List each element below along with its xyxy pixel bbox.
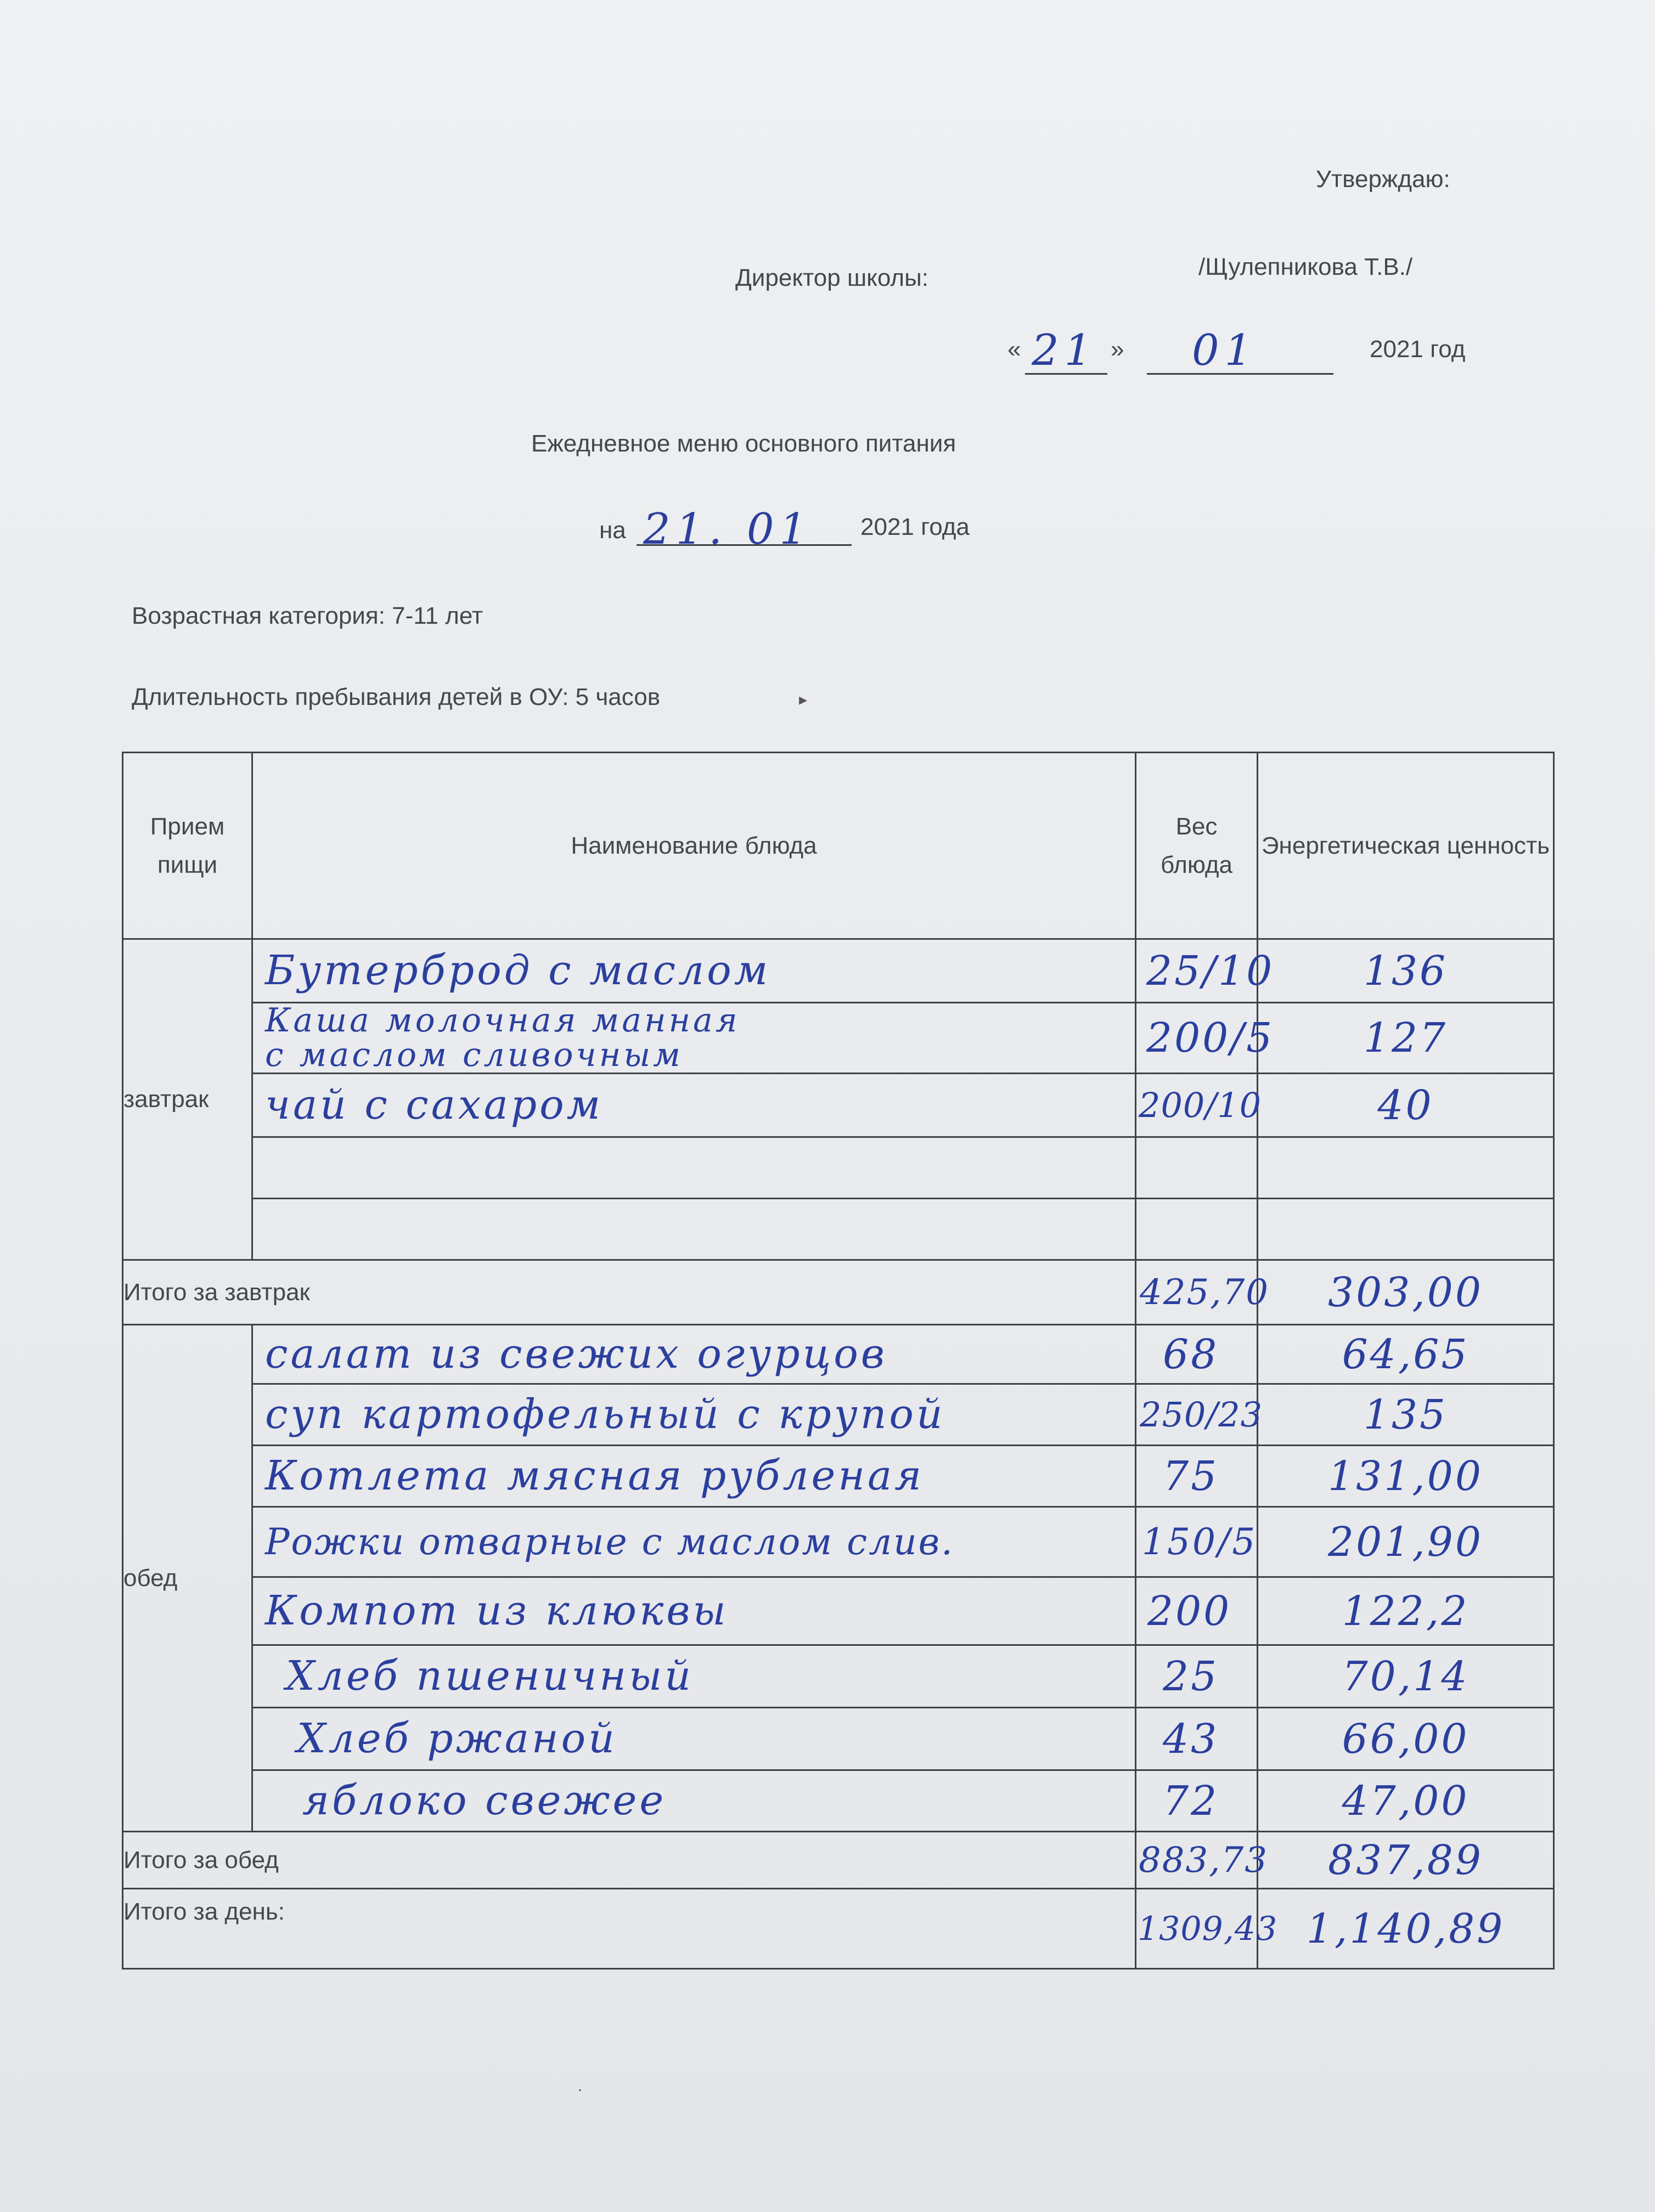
month-underline	[1147, 373, 1333, 375]
dish-cell: салат из свежих огурцов	[252, 1325, 1136, 1384]
energy-cell: 122,2	[1258, 1577, 1554, 1645]
weight-cell: 75	[1136, 1446, 1258, 1507]
header-weight: Вес блюда	[1136, 753, 1258, 939]
energy-cell: 66,00	[1258, 1708, 1554, 1770]
day-total-weight: 1309,43	[1136, 1889, 1258, 1969]
weight-cell: 200/5	[1136, 1003, 1258, 1074]
stray-mark: ▸	[799, 691, 808, 709]
energy-cell	[1258, 1199, 1554, 1260]
table-row	[123, 1708, 1554, 1770]
weight-cell: 68	[1136, 1325, 1258, 1384]
lunch-total-label: Итого за обед	[123, 1832, 1136, 1889]
weight-cell: 43	[1136, 1708, 1258, 1770]
dish-cell: Рожки отварные с маслом слив.	[252, 1507, 1136, 1577]
energy-cell: 47,00	[1258, 1770, 1554, 1832]
weight-cell: 250/23	[1136, 1384, 1258, 1446]
breakfast-total-label: Итого за завтрак	[123, 1260, 1136, 1325]
approval-year: 2021 год	[1370, 336, 1466, 363]
on-label: на	[599, 517, 626, 544]
table-row	[123, 1199, 1554, 1260]
director-label: Директор школы:	[735, 264, 928, 291]
table-row	[123, 1645, 1554, 1708]
dish-cell: Компот из клюквы	[252, 1577, 1136, 1645]
energy-cell	[1258, 1137, 1554, 1199]
breakfast-total-energy: 303,00	[1258, 1260, 1554, 1325]
weight-cell: 25/10	[1136, 939, 1258, 1003]
meal-breakfast: завтрак	[123, 939, 252, 1260]
energy-cell: 136	[1258, 939, 1554, 1003]
dish-cell: чай с сахаром	[252, 1074, 1136, 1137]
weight-cell: 200	[1136, 1577, 1258, 1645]
header-energy: Энергетическая ценность	[1258, 753, 1554, 939]
energy-cell: 40	[1258, 1074, 1554, 1137]
lunch-total-energy: 837,89	[1258, 1832, 1554, 1889]
lunch-total-weight: 883,73	[1136, 1832, 1258, 1889]
energy-cell: 70,14	[1258, 1645, 1554, 1708]
table-header-row	[123, 753, 1554, 939]
dish-cell: Бутерброд с маслом	[252, 939, 1136, 1003]
weight-cell: 200/10	[1136, 1074, 1258, 1137]
table-row	[123, 1003, 1554, 1074]
date-close-quote: »	[1111, 336, 1124, 363]
director-name: /Щулепникова Т.В./	[1198, 253, 1413, 280]
stray-dot: ·	[577, 2080, 583, 2098]
dish-cell: яблоко свежее	[252, 1770, 1136, 1832]
weight-cell: 25	[1136, 1645, 1258, 1708]
table-row	[123, 1325, 1554, 1384]
menu-heading: Ежедневное меню основного питания	[531, 430, 956, 457]
age-category: Возрастная категория: 7-11 лет	[132, 602, 483, 629]
table-row	[123, 1507, 1554, 1577]
approval-day-handwritten: 21	[1032, 326, 1097, 375]
header-meal: Прием пищи	[123, 753, 252, 939]
dish-cell: Хлеб пшеничный	[252, 1645, 1136, 1708]
menu-table	[122, 752, 1555, 1970]
lunch-total-row	[123, 1832, 1554, 1889]
approval-month-handwritten: 01	[1192, 326, 1258, 375]
energy-cell: 135	[1258, 1384, 1554, 1446]
table-row	[123, 1074, 1554, 1137]
approve-label: Утверждаю:	[1316, 166, 1450, 193]
table-row	[123, 1137, 1554, 1199]
weight-cell: 72	[1136, 1770, 1258, 1832]
dish-cell: суп картофельный с крупой	[252, 1384, 1136, 1446]
dish-cell	[252, 1199, 1136, 1260]
day-total-energy: 1,140,89	[1258, 1889, 1554, 1969]
breakfast-total-weight: 425,70	[1136, 1260, 1258, 1325]
stay-duration: Длительность пребывания детей в ОУ: 5 часов	[132, 684, 661, 710]
day-underline	[1025, 373, 1107, 375]
day-total-row	[123, 1889, 1554, 1969]
energy-cell: 64,65	[1258, 1325, 1554, 1384]
energy-cell: 131,00	[1258, 1446, 1554, 1507]
energy-cell: 127	[1258, 1003, 1554, 1074]
header-dish: Наименование блюда	[252, 753, 1136, 939]
table-row	[123, 1384, 1554, 1446]
dish-cell	[252, 1137, 1136, 1199]
breakfast-total-row	[123, 1260, 1554, 1325]
weight-cell	[1136, 1137, 1258, 1199]
dish-cell: Каша молочная манная с маслом сливочным	[252, 1003, 1136, 1074]
day-total-label: Итого за день:	[123, 1889, 1136, 1969]
date-open-quote: «	[1007, 336, 1021, 363]
weight-cell: 150/5	[1136, 1507, 1258, 1577]
menu-date-underline	[637, 544, 852, 546]
energy-cell: 201,90	[1258, 1507, 1554, 1577]
menu-date-handwritten: 21. 01	[643, 505, 813, 554]
dish-cell: Хлеб ржаной	[252, 1708, 1136, 1770]
menu-year: 2021 года	[860, 514, 970, 540]
dish-cell: Котлета мясная рубленая	[252, 1446, 1136, 1507]
table-row	[123, 1446, 1554, 1507]
weight-cell	[1136, 1199, 1258, 1260]
table-row	[123, 939, 1554, 1003]
table-row	[123, 1577, 1554, 1645]
table-row	[123, 1770, 1554, 1832]
meal-lunch: обед	[123, 1325, 252, 1832]
